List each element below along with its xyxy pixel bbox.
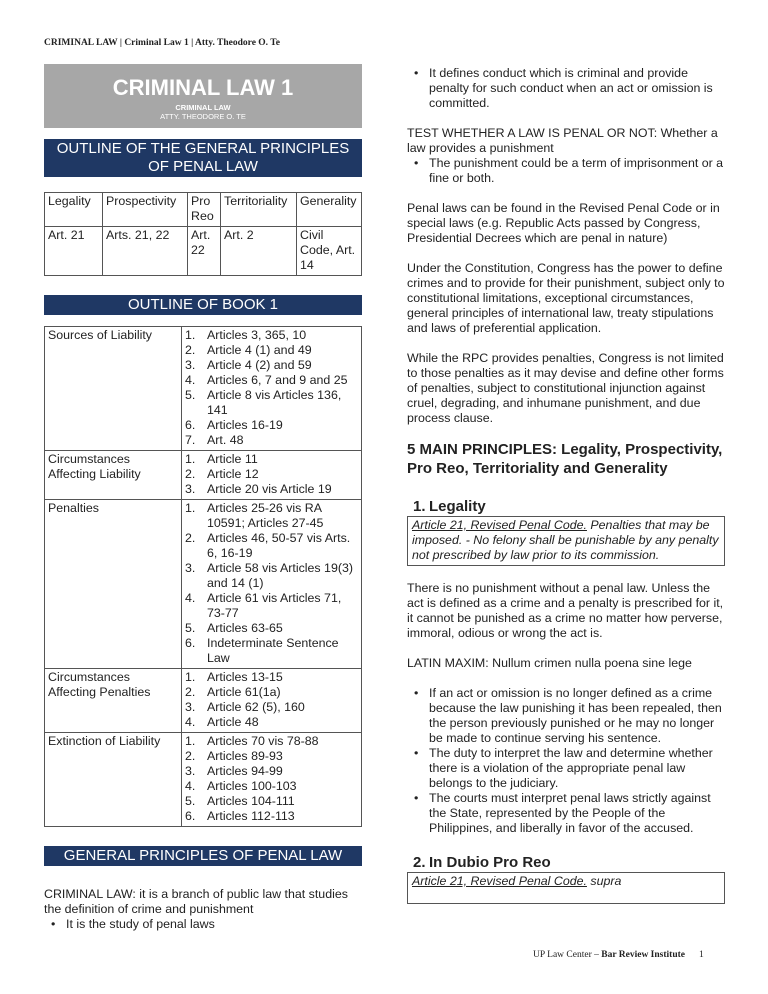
legality-citation: Article 21, Revised Penal Code.	[412, 518, 587, 532]
bullet-icon: •	[414, 686, 419, 700]
test-bullets	[407, 156, 725, 186]
article-list	[185, 501, 358, 666]
list-item	[185, 482, 358, 497]
latin-maxim: LATIN MAXIM: Nullum crimen nulla poena sine lege	[407, 656, 692, 670]
legality-heading: 1. Legality	[413, 498, 486, 515]
list-text: Articles 70 vis 78-88	[207, 734, 319, 748]
list-number: 1.	[185, 328, 196, 342]
book-row-label: Sources of Liability	[45, 327, 182, 451]
criminal-law-definition: CRIMINAL LAW: it is a branch of public law that studies the definition of crime and punishment	[44, 887, 348, 916]
list-item	[185, 358, 358, 373]
list-text: Article 61 vis Articles 71, 73-77	[207, 591, 342, 620]
list-number: 1.	[185, 670, 196, 684]
table-row	[45, 451, 362, 500]
table-row	[45, 669, 362, 733]
list-number: 7.	[185, 433, 196, 447]
table-cell: Art. 22	[188, 227, 221, 276]
section-heading-general-principles: GENERAL PRINCIPLES OF PENAL LAW	[44, 846, 362, 866]
list-item	[185, 561, 358, 591]
list-number: 1.	[185, 501, 196, 515]
list-item	[185, 621, 358, 636]
list-number: 2.	[185, 749, 196, 763]
bullet-icon: •	[414, 746, 419, 760]
section-heading-outline-general: OUTLINE OF THE GENERAL PRINCIPLES OF PENAL LAW	[44, 139, 362, 177]
bullet-icon: •	[51, 917, 56, 931]
pro-reo-quote-box: Article 21, Revised Penal Code. supra	[407, 872, 725, 904]
title-block	[44, 64, 362, 128]
list-number: 4.	[185, 591, 196, 605]
footer-institute: Bar Review Institute	[601, 950, 685, 960]
list-number: 3.	[185, 764, 196, 778]
bullet-icon: •	[414, 156, 419, 170]
book-row-label: Penalties	[45, 500, 182, 669]
list-text: Articles 25-26 vis RA 10591; Articles 27-45	[207, 501, 324, 530]
main-principles-heading: 5 MAIN PRINCIPLES: Legality, Prospectivity, Pro Reo, Territoriality and Generality	[407, 441, 723, 477]
list-text: Article 12	[207, 467, 259, 481]
list-text: Articles 13-15	[207, 670, 283, 684]
article-list	[185, 734, 358, 824]
book-row-items	[182, 500, 362, 669]
list-number: 6.	[185, 418, 196, 432]
table-row	[45, 733, 362, 827]
list-item: • The punishment could be a term of imprisonment or a fine or both.	[407, 156, 725, 186]
list-item	[185, 433, 358, 448]
table-row	[45, 500, 362, 669]
page-footer	[533, 948, 704, 963]
list-item	[185, 685, 358, 700]
list-text: Articles 3, 365, 10	[207, 328, 307, 342]
list-item	[185, 388, 358, 418]
list-number: 2.	[185, 685, 196, 699]
list-item	[185, 343, 358, 358]
list-text: Article 62 (5), 160	[207, 700, 305, 714]
definition-bullets	[44, 917, 362, 932]
header-author: Atty. Theodore O. Te	[195, 38, 280, 48]
pro-reo-heading: 2. In Dubio Pro Reo	[413, 854, 551, 871]
list-item	[185, 749, 358, 764]
list-text: Article 48	[207, 715, 259, 729]
list-item: • It defines conduct which is criminal and provide penalty for such conduct when an act or omission is committed.	[407, 66, 725, 111]
list-text: Article 4 (2) and 59	[207, 358, 312, 372]
page-number: 1	[698, 950, 704, 960]
book-outline-table	[44, 326, 362, 827]
list-text: Article 20 vis Article 19	[207, 482, 332, 496]
list-text: Articles 89-93	[207, 749, 283, 763]
list-item	[185, 715, 358, 730]
book-row-label: Circumstances Affecting Penalties	[45, 669, 182, 733]
list-item: • The courts must interpret penal laws strictly against the State, represented by the People of the Philippines, and liberally in favor of the accused.	[407, 791, 725, 836]
book-row-items	[182, 327, 362, 451]
list-item	[185, 636, 358, 666]
list-text: Articles 112-113	[207, 809, 295, 823]
list-text: Article 61(1a)	[207, 685, 281, 699]
section-heading-outline-book: OUTLINE OF BOOK 1	[44, 295, 362, 315]
list-text: Articles 63-65	[207, 621, 283, 635]
paragraph-constitution: Under the Constitution, Congress has the power to define crimes and to provide for their punishment, subject only to constitutional limitations, exceptional circumstances, general principles of international law, treaty stipulations and laws of preferential application.	[407, 261, 725, 335]
left-column	[44, 64, 362, 932]
bullet-icon: •	[414, 791, 419, 805]
list-text: Art. 48	[207, 433, 244, 447]
table-header-row	[45, 193, 362, 227]
list-number: 3.	[185, 358, 196, 372]
list-number: 4.	[185, 715, 196, 729]
list-item	[185, 452, 358, 467]
book-row-items	[182, 669, 362, 733]
list-item: • It is the study of penal laws	[44, 917, 362, 932]
doc-subtitle: CRIMINAL LAW	[175, 103, 231, 112]
article-list	[185, 452, 358, 497]
list-number: 6.	[185, 636, 196, 650]
list-number: 1.	[185, 734, 196, 748]
book-row-label: Extinction of Liability	[45, 733, 182, 827]
list-number: 2.	[185, 343, 196, 357]
list-item: • The duty to interpret the law and determine whether there is a violation of the appropriate penal law belongs to the judiciary.	[407, 746, 725, 791]
list-text: Article 11	[207, 452, 258, 466]
defines-bullets	[407, 66, 725, 111]
table-cell: Prospectivity	[103, 193, 188, 227]
list-item	[185, 764, 358, 779]
legality-bullets	[407, 686, 725, 836]
list-item	[185, 501, 358, 531]
legality-quote-box: Article 21, Revised Penal Code. Penalties that may be imposed. - No felony shall be punishable by any penalty not prescribed by law prior to its commission.	[407, 516, 725, 566]
list-number: 1.	[185, 452, 196, 466]
list-item	[185, 467, 358, 482]
table-cell: Generality	[297, 193, 362, 227]
article-list	[185, 328, 358, 448]
list-number: 4.	[185, 779, 196, 793]
list-number: 3.	[185, 700, 196, 714]
paragraph-no-punishment: There is no punishment without a penal law. Unless the act is defined as a crime and a penalty is prescribed for it, it cannot be punished as a crime no matter how perverse, immoral, odious or wrong the act is.	[407, 581, 724, 640]
list-item	[185, 531, 358, 561]
table-cell: Civil Code, Art. 14	[297, 227, 362, 276]
book-row-label: Circumstances Affecting Liability	[45, 451, 182, 500]
table-cell: Arts. 21, 22	[103, 227, 188, 276]
header-subject: Criminal Law 1	[124, 38, 189, 48]
list-number: 2.	[185, 531, 196, 545]
paragraph-penal-laws-found: Penal laws can be found in the Revised Penal Code or in special laws (e.g. Republic Acts passed by Congress, Presidential Decrees which are penal in nature)	[407, 201, 720, 245]
bullet-icon: •	[414, 66, 419, 80]
list-item	[185, 373, 358, 388]
right-column	[407, 66, 725, 904]
table-row	[45, 227, 362, 276]
list-number: 6.	[185, 809, 196, 823]
header-course: CRIMINAL LAW	[44, 38, 118, 48]
article-list	[185, 670, 358, 730]
list-text: Articles 104-111	[207, 794, 295, 808]
list-text: Article 8 vis Articles 136, 141	[207, 388, 342, 417]
table-cell: Legality	[45, 193, 103, 227]
pro-reo-citation: Article 21, Revised Penal Code.	[412, 874, 587, 888]
list-number: 3.	[185, 482, 196, 496]
list-text: Articles 16-19	[207, 418, 283, 432]
paragraph-rpc-penalties: While the RPC provides penalties, Congress is not limited to those penalties as it may devise and define other forms of penalties, subject to constitutional injunction against cruel, degrading, and inhumane punishment, and due process clause.	[407, 351, 724, 425]
list-text: Article 4 (1) and 49	[207, 343, 312, 357]
list-text: Articles 46, 50-57 vis Arts. 6, 16-19	[207, 531, 351, 560]
list-number: 5.	[185, 388, 196, 402]
penal-law-test: TEST WHETHER A LAW IS PENAL OR NOT: Whether a law provides a punishment	[407, 126, 718, 155]
list-item	[185, 700, 358, 715]
list-number: 4.	[185, 373, 196, 387]
list-item	[185, 328, 358, 343]
list-text: Indeterminate Sentence Law	[207, 636, 339, 665]
list-number: 5.	[185, 621, 196, 635]
table-row	[45, 327, 362, 451]
list-number: 5.	[185, 794, 196, 808]
list-text: Articles 94-99	[207, 764, 283, 778]
table-cell: Art. 21	[45, 227, 103, 276]
general-principles-table	[44, 192, 362, 276]
table-cell: Art. 2	[221, 227, 297, 276]
footer-center: UP Law Center –	[533, 950, 602, 960]
list-item	[185, 418, 358, 433]
list-text: Articles 6, 7 and 9 and 25	[207, 373, 348, 387]
list-item: • If an act or omission is no longer defined as a crime because the law punishing it has been repealed, then the person previously punished or he may no longer be made to continue serving his sentence.	[407, 686, 725, 746]
running-header: CRIMINAL LAW | Criminal Law 1 | Atty. Theodore O. Te	[44, 38, 280, 48]
list-number: 2.	[185, 467, 196, 481]
list-item	[185, 591, 358, 621]
table-cell: Pro Reo	[188, 193, 221, 227]
doc-author: ATTY. THEODORE O. TE	[160, 112, 246, 121]
list-item	[185, 734, 358, 749]
list-item	[185, 809, 358, 824]
table-cell: Territoriality	[221, 193, 297, 227]
list-item	[185, 670, 358, 685]
book-row-items	[182, 451, 362, 500]
list-number: 3.	[185, 561, 196, 575]
list-item	[185, 794, 358, 809]
list-text: Articles 100-103	[207, 779, 297, 793]
doc-title: CRIMINAL LAW 1	[112, 75, 294, 100]
book-row-items	[182, 733, 362, 827]
list-item	[185, 779, 358, 794]
list-text: Article 58 vis Articles 19(3) and 14 (1)	[207, 561, 353, 590]
